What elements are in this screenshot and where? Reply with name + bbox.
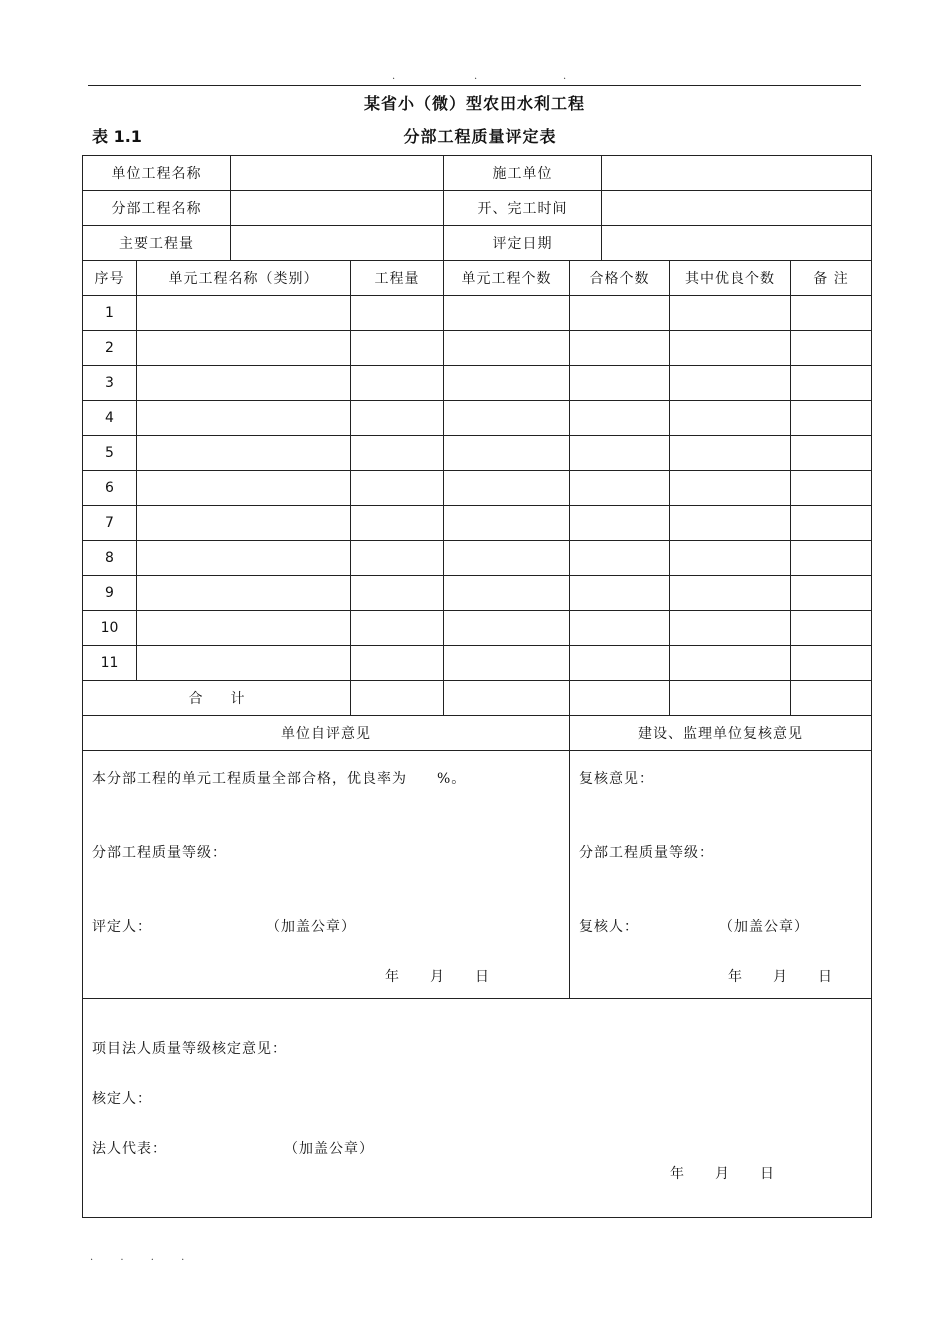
excellent-count-cell[interactable]	[670, 366, 791, 401]
table-row	[83, 506, 872, 541]
verifier-label: 核定人：	[92, 1091, 152, 1107]
unit-count-cell[interactable]	[444, 471, 570, 506]
legal-person-row	[83, 999, 872, 1218]
unit-count-cell[interactable]	[444, 296, 570, 331]
unit-count-cell[interactable]	[444, 436, 570, 471]
review-quality-grade-label: 分部工程质量等级：	[579, 845, 714, 861]
header-dots	[0, 72, 950, 82]
row-number: 9	[83, 576, 137, 611]
qualified-count-cell[interactable]	[570, 506, 670, 541]
col-header-unit-count: 单元工程个数	[444, 261, 570, 296]
unit-name-cell[interactable]	[137, 471, 351, 506]
legal-person-cell[interactable]	[83, 999, 872, 1218]
row-number: 2	[83, 331, 137, 366]
row-number: 6	[83, 471, 137, 506]
unit-name-cell[interactable]	[137, 366, 351, 401]
total-qualified-cell[interactable]	[570, 681, 670, 716]
remarks-cell[interactable]	[791, 611, 872, 646]
reviewer-label: 复核人：	[579, 919, 639, 935]
main-quantity-field[interactable]	[231, 226, 444, 261]
review-date: 年 月 日	[728, 969, 833, 985]
quality-assessment-table	[82, 155, 872, 1218]
document-title: 某省小（微）型农田水利工程	[363, 94, 585, 113]
opinion-header-row	[83, 716, 872, 751]
excellent-count-cell[interactable]	[670, 576, 791, 611]
unit-count-cell[interactable]	[444, 401, 570, 436]
excellent-count-cell[interactable]	[670, 471, 791, 506]
sub-project-label: 分部工程名称	[83, 191, 231, 226]
unit-count-cell[interactable]	[444, 576, 570, 611]
table-number: 表 1.1	[92, 127, 142, 146]
table-row	[83, 541, 872, 576]
qualified-count-cell[interactable]	[570, 646, 670, 681]
quantity-cell[interactable]	[351, 471, 444, 506]
unit-name-cell[interactable]	[137, 401, 351, 436]
contractor-field[interactable]	[602, 156, 872, 191]
table-row	[83, 611, 872, 646]
table-row	[83, 646, 872, 681]
review-seal-note: （加盖公章）	[719, 919, 809, 935]
quantity-cell[interactable]	[351, 436, 444, 471]
quantity-cell[interactable]	[351, 646, 444, 681]
excellent-count-cell[interactable]	[670, 296, 791, 331]
col-header-unit-name: 单元工程名称（类别）	[137, 261, 351, 296]
quantity-cell[interactable]	[351, 401, 444, 436]
legal-date: 年 月 日	[670, 1166, 775, 1182]
table-row	[83, 366, 872, 401]
col-header-quantity: 工程量	[351, 261, 444, 296]
self-seal-note: （加盖公章）	[266, 919, 356, 935]
col-header-remarks: 备 注	[791, 261, 872, 296]
unit-name-cell[interactable]	[137, 576, 351, 611]
unit-name-cell[interactable]	[137, 646, 351, 681]
qualified-count-cell[interactable]	[570, 366, 670, 401]
legal-seal-note: （加盖公章）	[284, 1141, 374, 1157]
table-row	[83, 296, 872, 331]
unit-count-cell[interactable]	[444, 611, 570, 646]
quantity-cell[interactable]	[351, 506, 444, 541]
unit-project-label: 单位工程名称	[83, 156, 231, 191]
row-number: 1	[83, 296, 137, 331]
excellent-count-cell[interactable]	[670, 611, 791, 646]
row-number: 8	[83, 541, 137, 576]
total-label: 合 计	[83, 681, 351, 716]
remarks-cell[interactable]	[791, 296, 872, 331]
excellent-count-cell[interactable]	[670, 541, 791, 576]
excellent-count-cell[interactable]	[670, 401, 791, 436]
unit-name-cell[interactable]	[137, 506, 351, 541]
qualified-count-cell[interactable]	[570, 401, 670, 436]
eval-date-label: 评定日期	[444, 226, 602, 261]
remarks-cell[interactable]	[791, 471, 872, 506]
excellent-count-cell[interactable]	[670, 646, 791, 681]
quantity-cell[interactable]	[351, 331, 444, 366]
table-row	[83, 471, 872, 506]
remarks-cell[interactable]	[791, 436, 872, 471]
unit-count-cell[interactable]	[444, 506, 570, 541]
row-number: 11	[83, 646, 137, 681]
row-number: 3	[83, 366, 137, 401]
self-evaluation-cell[interactable]	[83, 751, 570, 999]
table-row	[83, 401, 872, 436]
qualified-count-cell[interactable]	[570, 436, 670, 471]
unit-count-cell[interactable]	[444, 366, 570, 401]
total-remarks-cell[interactable]	[791, 681, 872, 716]
excellent-count-cell[interactable]	[670, 506, 791, 541]
unit-count-cell[interactable]	[444, 646, 570, 681]
total-excellent-cell[interactable]	[670, 681, 791, 716]
legal-opinion-label: 项目法人质量等级核定意见：	[92, 1041, 287, 1057]
col-header-excellent-count: 其中优良个数	[670, 261, 791, 296]
col-header-no: 序号	[83, 261, 137, 296]
total-unit-count-cell[interactable]	[444, 681, 570, 716]
unit-name-cell[interactable]	[137, 541, 351, 576]
info-row	[83, 156, 872, 191]
review-opinion-cell[interactable]	[570, 751, 872, 999]
header-dot: .	[474, 71, 478, 82]
contractor-label: 施工单位	[444, 156, 602, 191]
review-opinion-label: 复核意见：	[579, 771, 654, 787]
col-header-qualified-count: 合格个数	[570, 261, 670, 296]
info-row	[83, 226, 872, 261]
quantity-cell[interactable]	[351, 366, 444, 401]
footer-dots: . . . .	[90, 1252, 197, 1263]
remarks-cell[interactable]	[791, 576, 872, 611]
self-evaluation-header: 单位自评意见	[83, 716, 570, 751]
total-quantity-cell[interactable]	[351, 681, 444, 716]
table-row	[83, 436, 872, 471]
remarks-cell[interactable]	[791, 506, 872, 541]
start-end-time-label: 开、完工时间	[444, 191, 602, 226]
remarks-cell[interactable]	[791, 646, 872, 681]
row-number: 10	[83, 611, 137, 646]
unit-project-field[interactable]	[231, 156, 444, 191]
self-evaluation-text: 本分部工程的单元工程质量全部合格，优良率为 %。	[92, 771, 467, 787]
unit-name-cell[interactable]	[137, 296, 351, 331]
unit-name-cell[interactable]	[137, 331, 351, 366]
table-row	[83, 331, 872, 366]
main-quantity-label: 主要工程量	[83, 226, 231, 261]
qualified-count-cell[interactable]	[570, 611, 670, 646]
header-dot: .	[563, 71, 567, 82]
legal-representative-label: 法人代表：	[92, 1141, 167, 1157]
start-end-time-field[interactable]	[602, 191, 872, 226]
table-row	[83, 576, 872, 611]
quantity-cell[interactable]	[351, 611, 444, 646]
qualified-count-cell[interactable]	[570, 576, 670, 611]
column-header-row	[83, 261, 872, 296]
remarks-cell[interactable]	[791, 401, 872, 436]
remarks-cell[interactable]	[791, 541, 872, 576]
total-row	[83, 681, 872, 716]
opinion-row	[83, 751, 872, 999]
unit-count-cell[interactable]	[444, 331, 570, 366]
self-quality-grade-label: 分部工程质量等级：	[92, 845, 227, 861]
quantity-cell[interactable]	[351, 576, 444, 611]
unit-name-cell[interactable]	[137, 436, 351, 471]
unit-name-cell[interactable]	[137, 611, 351, 646]
form-subtitle: 分部工程质量评定表	[403, 127, 557, 146]
row-number: 4	[83, 401, 137, 436]
evaluator-label: 评定人：	[92, 919, 152, 935]
excellent-count-cell[interactable]	[670, 436, 791, 471]
qualified-count-cell[interactable]	[570, 541, 670, 576]
sub-project-field[interactable]	[231, 191, 444, 226]
row-number: 7	[83, 506, 137, 541]
unit-count-cell[interactable]	[444, 541, 570, 576]
review-opinion-header: 建设、监理单位复核意见	[570, 716, 872, 751]
header-rule	[88, 85, 861, 86]
remarks-cell[interactable]	[791, 366, 872, 401]
quantity-cell[interactable]	[351, 296, 444, 331]
eval-date-field[interactable]	[602, 226, 872, 261]
remarks-cell[interactable]	[791, 331, 872, 366]
qualified-count-cell[interactable]	[570, 296, 670, 331]
quantity-cell[interactable]	[351, 541, 444, 576]
row-number: 5	[83, 436, 137, 471]
self-date: 年 月 日	[385, 969, 490, 985]
info-row	[83, 191, 872, 226]
header-dot: .	[392, 71, 396, 82]
qualified-count-cell[interactable]	[570, 331, 670, 366]
qualified-count-cell[interactable]	[570, 471, 670, 506]
excellent-count-cell[interactable]	[670, 331, 791, 366]
